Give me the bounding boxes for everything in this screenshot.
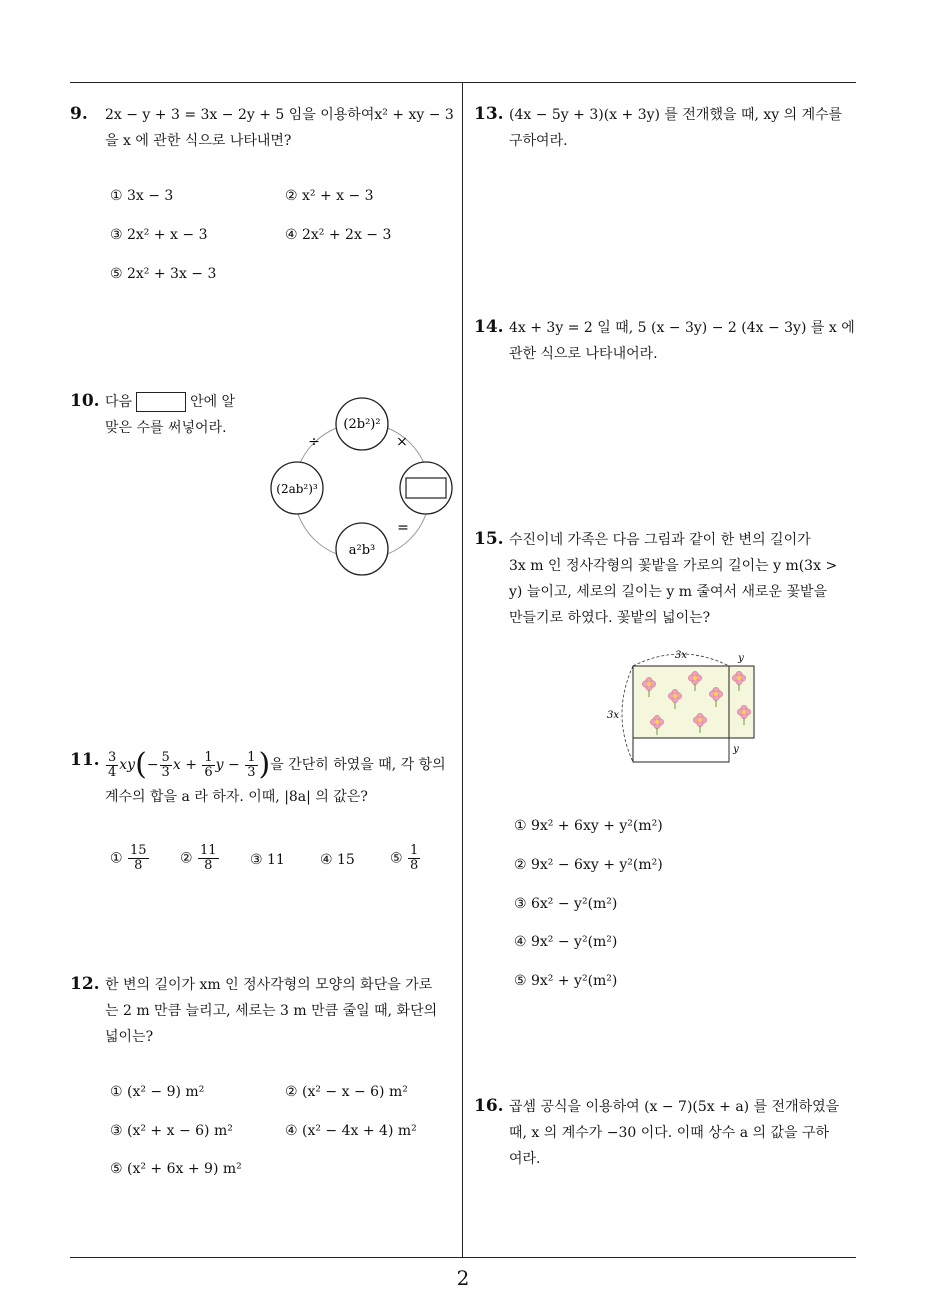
column-divider — [462, 82, 463, 1258]
garden-removed-strip — [633, 738, 729, 762]
equals-operator: = — [397, 520, 409, 536]
question-text: 곱셈 공식을 이용하여 (x − 7)(5x + a) 를 전개하였을 때, x 의 계수가 −30 이다. 이때 상수 a 의 값을 구하 여라. — [509, 1099, 840, 1167]
question-number: 9. — [70, 104, 88, 124]
top-rule — [70, 82, 856, 83]
question-number: 15. — [474, 529, 504, 549]
q15-option-2[interactable]: ② 9x² − 6xy + y²(m²) — [514, 857, 663, 873]
q12-option-2[interactable]: ② (x² − x − 6) m² — [285, 1084, 408, 1100]
q15-option-1[interactable]: ① 9x² + 6xy + y²(m²) — [514, 818, 663, 834]
q9-option-1[interactable]: ① 3x − 3 — [110, 188, 174, 204]
garden-square — [633, 666, 729, 738]
question-number: 16. — [474, 1096, 504, 1116]
q15-option-5[interactable]: ⑤ 9x² + y²(m²) — [514, 973, 618, 989]
diagram-node-bottom-label: a²b³ — [348, 543, 376, 558]
question-number: 14. — [474, 317, 504, 337]
question-text: 한 변의 길이가 xm 인 정사각형의 모양의 화단을 가로 는 2 m 만큼 늘리고, 세로는 3 m 만큼 줄일 때, 화단의 넓이는? — [105, 977, 438, 1045]
q11-option-2[interactable]: ② $\frac{11}{8}$ — [180, 843, 217, 873]
q9-option-5[interactable]: ⑤ 2x² + 3x − 3 — [110, 266, 217, 282]
q11-option-1[interactable]: ① $\frac{15}{8}$ — [110, 843, 147, 873]
diagram-answer-box — [406, 478, 446, 498]
question-text: 2x − y + 3 = 3x − 2y + 5 임을 이용하여x² + xy − 3 을 x 에 관한 식으로 나타내면? — [105, 107, 454, 149]
q9-option-3[interactable]: ③ 2x² + x − 3 — [110, 227, 208, 243]
diagram-node-left-label: (2ab²)³ — [276, 482, 318, 496]
fraction: $\frac{1}{3}$ — [247, 749, 256, 780]
question-text: 다음 안에 알 맞은 수를 써넣어라. — [105, 394, 236, 436]
page-number: 2 — [456, 1266, 470, 1290]
q15-flower-garden-figure — [605, 646, 765, 768]
q15-option-4[interactable]: ④ 9x² − y²(m²) — [514, 934, 618, 950]
q12-option-5[interactable]: ⑤ (x² + 6x + 9) m² — [110, 1161, 242, 1177]
answer-blank-box — [136, 392, 186, 412]
q10-operation-cycle-diagram — [262, 396, 462, 586]
question-text: 수진이네 가족은 다음 그림과 같이 한 변의 길이가 3x m 인 정사각형의 꽃밭을 가로의 길이는 y m(3x > y) 늘이고, 세로의 길이는 y m 줄여서 새로운 꽃밭을 만들기로 하였다. 꽃밭의 넓이는? — [509, 532, 838, 626]
top-right-dimension-label: y — [738, 653, 744, 664]
question-text: $\frac{3}{4}$ xy(− $\frac{5}{3}$ x + $\frac{1}{6}$ y − $\frac{1}{3}$ )을 간단히 하였을 때, 각 항의 계수의 합을 a 라 하자. 이때, |8a| 의 값은? — [105, 747, 446, 805]
q12-option-3[interactable]: ③ (x² + x − 6) m² — [110, 1123, 233, 1139]
q15-option-3[interactable]: ③ 6x² − y²(m²) — [514, 896, 618, 912]
q12-option-1[interactable]: ① (x² − 9) m² — [110, 1084, 205, 1100]
left-dimension-arc — [622, 666, 633, 762]
question-text: 4x + 3y = 2 일 때, 5 (x − 3y) − 2 (4x − 3y) 를 x 에 관한 식으로 나타내어라. — [509, 320, 855, 362]
q11-option-5[interactable]: ⑤ $\frac{1}{8}$ — [390, 843, 419, 873]
question-text: (4x − 5y + 3)(x + 3y) 를 전개했을 때, xy 의 계수를 구하여라. — [509, 107, 843, 149]
fraction: $\frac{1}{6}$ — [204, 749, 213, 780]
left-dimension-label: 3x — [606, 710, 620, 721]
divide-operator: ÷ — [308, 434, 320, 450]
q9-option-4[interactable]: ④ 2x² + 2x − 3 — [285, 227, 392, 243]
diagram-node-top-label: (2b²)² — [343, 417, 381, 432]
bottom-rule — [70, 1257, 856, 1258]
question-number: 11. — [70, 750, 100, 770]
fraction: $\frac{3}{4}$ — [108, 749, 117, 780]
times-operator: × — [396, 434, 408, 450]
bottom-right-dimension-label: y — [733, 744, 739, 755]
q11-option-4[interactable]: ④ 15 — [320, 852, 355, 868]
question-number: 13. — [474, 104, 504, 124]
q11-option-3[interactable]: ③ 11 — [250, 852, 285, 868]
question-number: 12. — [70, 974, 100, 994]
q9-option-2[interactable]: ② x² + x − 3 — [285, 188, 374, 204]
q12-option-4[interactable]: ④ (x² − 4x + 4) m² — [285, 1123, 417, 1139]
fraction: $\frac{5}{3}$ — [161, 749, 170, 780]
top-dimension-label: 3x — [674, 650, 688, 661]
question-number: 10. — [70, 391, 100, 411]
